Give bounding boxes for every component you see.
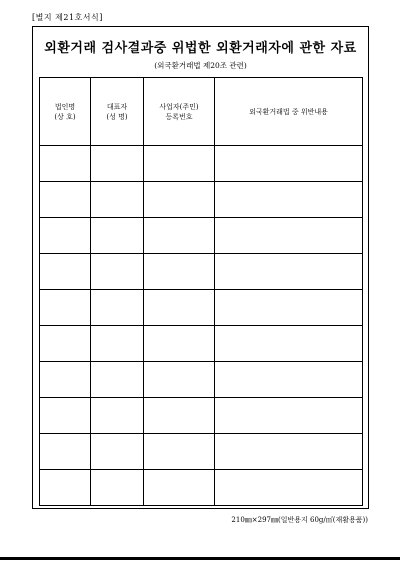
document-title: 외환거래 검사결과중 위법한 외환거래자에 관한 자료 xyxy=(44,41,357,56)
table-cell[interactable] xyxy=(144,182,215,218)
table-cell[interactable] xyxy=(40,218,91,254)
header-row xyxy=(40,78,363,146)
header-line: 등록번호 xyxy=(165,112,193,121)
table-row xyxy=(40,434,363,470)
table-cell[interactable] xyxy=(215,290,363,326)
table-cell[interactable] xyxy=(144,470,215,506)
table-cell[interactable] xyxy=(215,470,363,506)
header-line: 법인명 xyxy=(54,102,76,111)
table-cell[interactable] xyxy=(144,218,215,254)
table-cell[interactable] xyxy=(40,470,91,506)
table-cell[interactable] xyxy=(144,434,215,470)
table-cell[interactable] xyxy=(144,326,215,362)
table-cell[interactable] xyxy=(91,254,144,290)
paper-spec-note: 210㎜×297㎜(일반용지 60g/㎡(재활용품)) xyxy=(231,516,368,524)
table-cell[interactable] xyxy=(215,218,363,254)
table-cell[interactable] xyxy=(215,254,363,290)
table-cell[interactable] xyxy=(91,362,144,398)
form-frame xyxy=(32,26,369,509)
page-bottom-bar xyxy=(0,557,400,560)
record-table xyxy=(39,77,363,506)
header-line: 대표자 xyxy=(106,102,128,111)
header-registration-number xyxy=(144,78,215,146)
table-cell[interactable] xyxy=(40,290,91,326)
table-cell[interactable] xyxy=(215,326,363,362)
document-subtitle: (외국환거래법 제20조 관련) xyxy=(154,61,247,70)
header-line: 사업자(주민) xyxy=(159,102,199,111)
header-line: (성 명) xyxy=(106,112,128,121)
table-body xyxy=(40,146,363,506)
table-cell[interactable] xyxy=(215,398,363,434)
table-cell[interactable] xyxy=(215,146,363,182)
table-cell[interactable] xyxy=(91,398,144,434)
table-cell[interactable] xyxy=(91,182,144,218)
table-cell[interactable] xyxy=(144,254,215,290)
table-row xyxy=(40,326,363,362)
header-violation-details xyxy=(215,78,363,146)
table-cell[interactable] xyxy=(40,254,91,290)
table-row xyxy=(40,218,363,254)
table-row xyxy=(40,182,363,218)
form-label: [별지 제21호서식] xyxy=(32,13,103,22)
table-row xyxy=(40,362,363,398)
table-cell[interactable] xyxy=(144,398,215,434)
table-cell[interactable] xyxy=(215,434,363,470)
table-cell[interactable] xyxy=(144,290,215,326)
header-line: 외국환거래법 중 위반내용 xyxy=(249,107,328,116)
header-company-name xyxy=(40,78,91,146)
table-cell[interactable] xyxy=(91,146,144,182)
table-row xyxy=(40,254,363,290)
table-cell[interactable] xyxy=(215,362,363,398)
table-cell[interactable] xyxy=(91,434,144,470)
table-row xyxy=(40,398,363,434)
title-block xyxy=(33,27,368,77)
table-cell[interactable] xyxy=(91,470,144,506)
table-cell[interactable] xyxy=(40,146,91,182)
table-cell[interactable] xyxy=(215,182,363,218)
table-cell[interactable] xyxy=(144,362,215,398)
table-cell[interactable] xyxy=(91,290,144,326)
table-row xyxy=(40,290,363,326)
table-row xyxy=(40,470,363,506)
table-cell[interactable] xyxy=(40,434,91,470)
table-cell[interactable] xyxy=(144,146,215,182)
table-cell[interactable] xyxy=(40,398,91,434)
header-line: (상 호) xyxy=(54,112,76,121)
table-cell[interactable] xyxy=(40,362,91,398)
header-representative xyxy=(91,78,144,146)
table-cell[interactable] xyxy=(91,326,144,362)
table-cell[interactable] xyxy=(40,182,91,218)
table-cell[interactable] xyxy=(91,218,144,254)
table-cell[interactable] xyxy=(40,326,91,362)
table-row xyxy=(40,146,363,182)
